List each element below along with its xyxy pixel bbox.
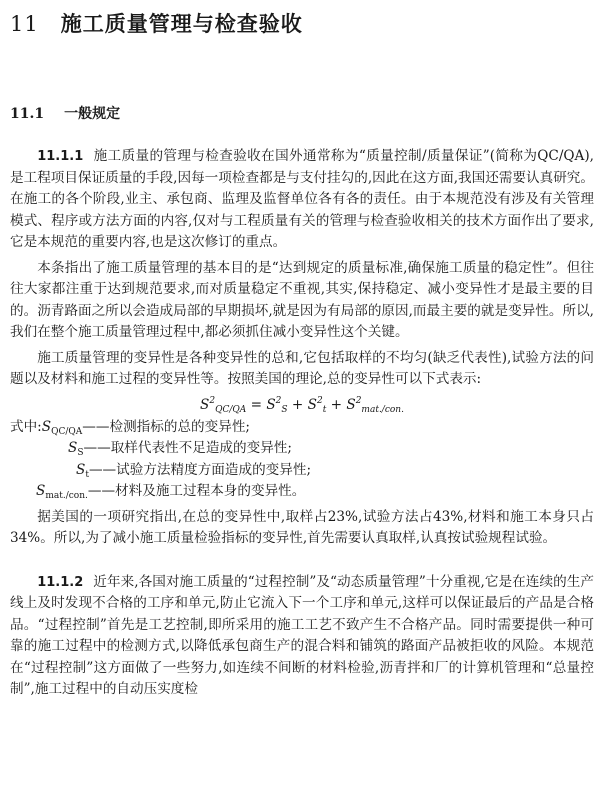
definition-row <box>10 460 594 482</box>
formula-operator: + <box>326 396 347 413</box>
symbol-subscript: t <box>85 469 89 480</box>
clause-11-1-1-paragraph-2: 本条指出了施工质量管理的基本目的是“达到规定的质量标准,确保施工质量的稳定性”。但往往大家都注重于达到规范要求,而对质量稳定不重视,其实,保持稳定、减小变异性才是最主要的目的。沥青路面之所以会造成局部的早期损坏,就是因为有局部的原因,而最主要的就是变异性。所以,我们在整个施工质量管理过程中,都必须抓住减小变异性这个关键。 <box>10 259 594 340</box>
section-number: 11.1 <box>10 106 45 122</box>
formula-exponent: 2 <box>209 395 216 406</box>
section-title: 一般规定 <box>64 106 121 122</box>
formula-exponent: 2 <box>355 395 362 406</box>
definition-text: ——试验方法精度方面造成的变异性; <box>88 461 312 478</box>
clause-11-1-1 <box>10 146 594 705</box>
symbol: S <box>36 483 46 499</box>
spacer <box>10 554 594 572</box>
clause-11-1-1-paragraph-4: 据美国的一项研究指出,在总的变异性中,取样占23%,试验方法占43%,材料和施工本身只占34%。所以,为了减小施工质量检验指标的变异性,首先需要认真取样,认真按试验规程试验。 <box>10 508 594 546</box>
formula-term: S <box>346 396 356 413</box>
clause-11-1-2-paragraph-1 <box>10 572 594 701</box>
symbol: S <box>41 418 52 435</box>
paragraph-text: 近年来,各国对施工质量的“过程控制”及“动态质量管理”十分重视,它是在连续的生产线上及时发现不合格的工序和单元,防止它流入下一个工序和单元,这样可以保证最后的产品是合格品。“过程控制”首先是工艺控制,即所采用的施工工艺不致产生不合格产品。同时需要提供一种可靠的施工过程中的检测方式,以降低承包商生产的混合料和铺筑的路面产品被拒收的风险。本规范在“过程控制”这方面做了一些努力,如连续不间断的材料检验,沥青拌和厂的计算机管理和“总量控制”,施工过程中的自动压实度检 <box>10 573 594 697</box>
definition-text: ——取样代表性不足造成的变异性; <box>83 440 292 456</box>
symbol-subscript: QC/QA <box>51 426 83 437</box>
clause-number: 11.1.1 <box>37 149 84 164</box>
clause-11-1-1-paragraph-1 <box>10 146 594 254</box>
symbol-subscript: S <box>77 448 84 458</box>
variance-formula <box>10 395 594 417</box>
definition-text: ——检测指标的总的变异性; <box>82 418 251 435</box>
formula-term: S <box>307 396 317 413</box>
formula-subscript: t <box>322 404 327 415</box>
formula-exponent: 2 <box>316 395 323 406</box>
formula-operator: = <box>246 396 267 413</box>
paragraph-text: 施工质量的管理与检查验收在国外通常称为“质量控制/质量保证”(简称为QC/QA),是工程项目保证质量的手段,因每一项检查都是与支付挂勾的,因此在这方面,我国还需要认真研究。在施工的各个阶段,业主、承包商、监理及监督单位各有各的责任。由于本规范没有涉及有关管理模式、程序或方法方面的内容,仅对与工程质量有关的管理与检查验收相关的技术方面作出了要求,它是本规范的重要内容,也是这次修订的重点。 <box>10 148 594 250</box>
formula-term: S <box>200 396 210 413</box>
definition-row <box>10 438 594 460</box>
formula-operator: + <box>287 396 308 413</box>
symbol: S <box>76 461 86 478</box>
definition-row <box>10 417 594 439</box>
symbol-subscript: mat./con. <box>45 491 88 501</box>
formula-term: S <box>266 396 276 413</box>
formula-subscript: QC/QA <box>215 404 247 415</box>
symbol-definitions <box>10 417 594 503</box>
section-heading <box>10 103 120 123</box>
formula-subscript: mat./con. <box>361 404 404 415</box>
chapter-title: 施工质量管理与检查验收 <box>60 11 303 36</box>
chapter-heading <box>10 8 303 38</box>
definition-text: ——材料及施工过程本身的变异性。 <box>87 483 306 499</box>
symbol: S <box>68 440 78 456</box>
formula-subscript: S <box>281 404 288 415</box>
chapter-number: 11 <box>10 12 39 36</box>
clause-11-1-1-paragraph-3: 施工质量管理的变异性是各种变异性的总和,它包括取样的不均匀(缺乏代表性),试验方法的问题以及材料和施工过程的变异性等。按照美国的理论,总的变异性可以下式表示: <box>10 349 594 387</box>
formula-exponent: 2 <box>275 395 282 406</box>
definition-row <box>10 481 594 503</box>
where-label: 式中: <box>10 418 42 435</box>
clause-number: 11.1.2 <box>37 574 84 590</box>
